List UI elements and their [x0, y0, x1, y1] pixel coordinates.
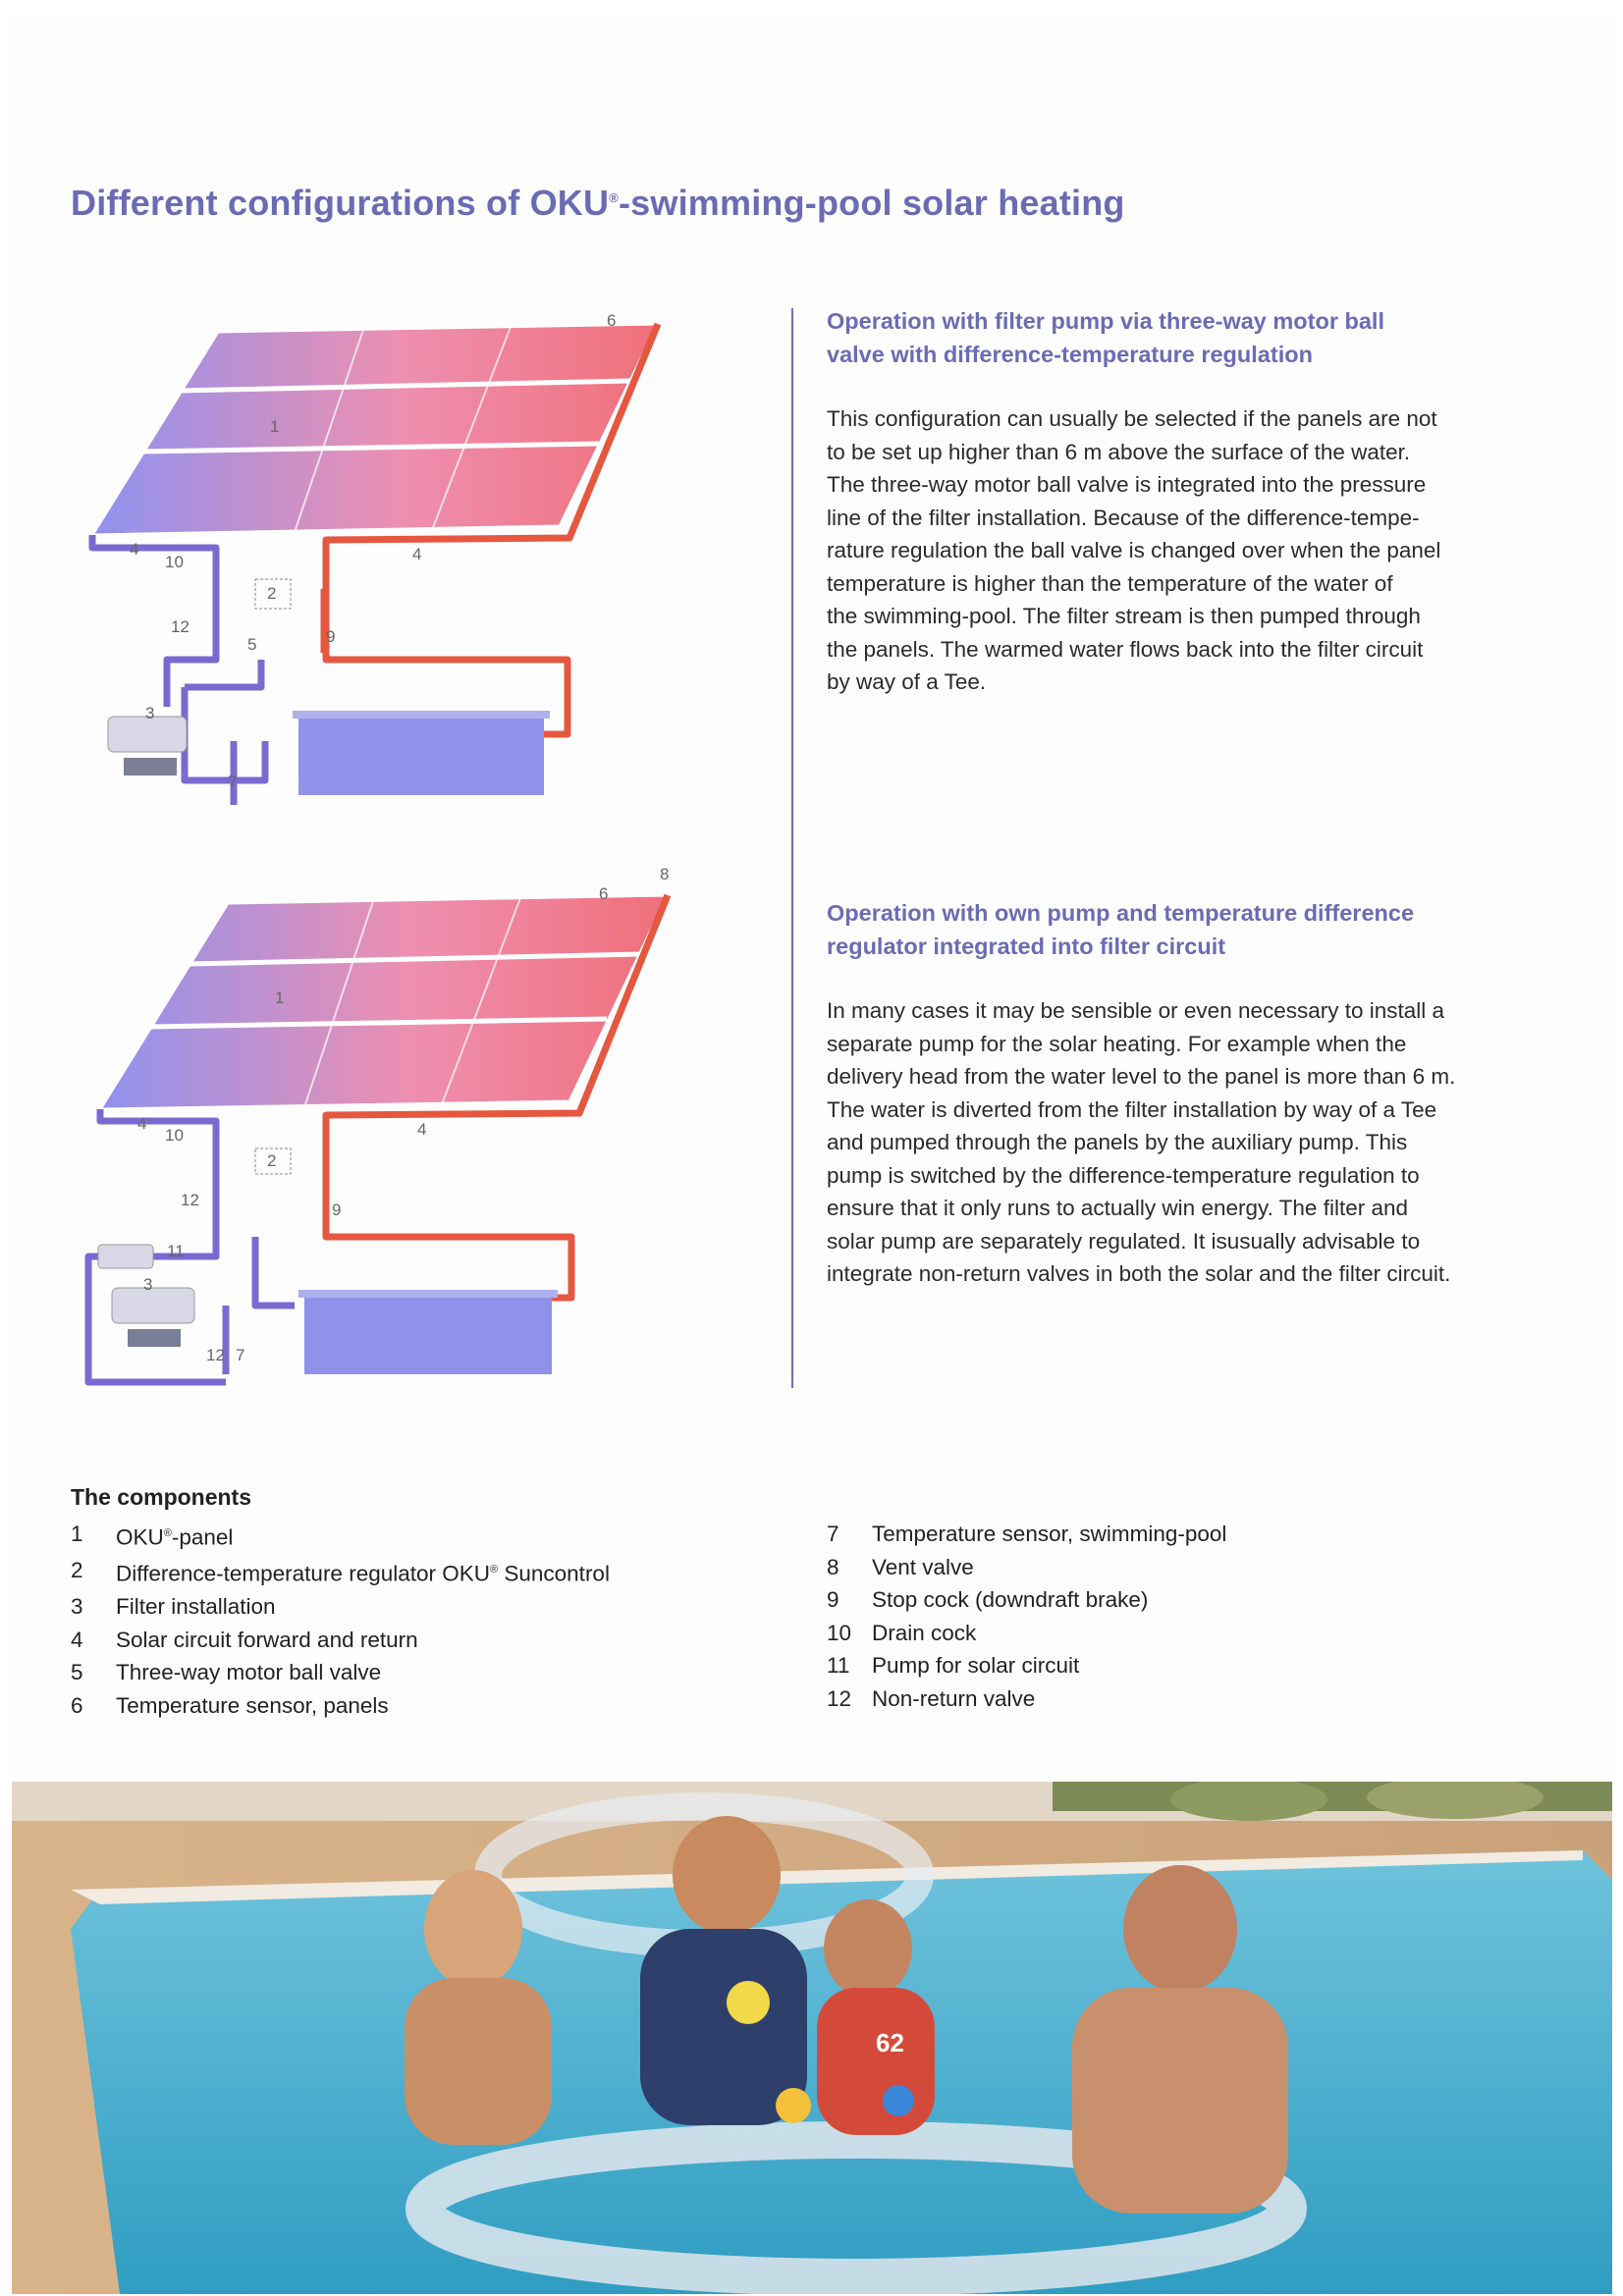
- label-7: 7: [228, 773, 238, 791]
- label-12a: 12: [181, 1191, 199, 1209]
- label-2: 2: [267, 584, 277, 603]
- solar-panel-array: [100, 895, 668, 1109]
- pool-rim: [293, 711, 550, 719]
- component-item: 10 Drain cock: [827, 1620, 977, 1645]
- pool-basin: [304, 1296, 552, 1374]
- column-divider: [791, 308, 793, 1388]
- label-10: 10: [165, 1126, 184, 1145]
- component-item: 6 Temperature sensor, panels: [71, 1692, 389, 1718]
- filter-installation: [108, 717, 187, 775]
- components-heading: The components: [71, 1484, 252, 1510]
- components-list-left: [71, 1518, 610, 1722]
- solar-panel-array: [92, 324, 658, 535]
- label-11: 11: [167, 1242, 185, 1260]
- section1-heading: Operation with filter pump via three-way motor ball valve with difference-temperature regulation: [827, 308, 1384, 367]
- cold-pipe: [92, 535, 265, 805]
- label-3: 3: [145, 704, 155, 722]
- component-item: 4 Solar circuit forward and return: [71, 1627, 418, 1652]
- component-item: 9 Stop cock (downdraft brake): [827, 1587, 1149, 1612]
- label-6: 6: [607, 311, 617, 330]
- swim-ring-text: 62: [876, 2028, 904, 2057]
- label-6: 6: [599, 884, 609, 903]
- component-item: 3 Filter installation: [71, 1594, 276, 1619]
- section1-body: This configuration can usually be selected if the panels are not to be set up higher than 6 m above the surface of the water. The three-way motor ball valve is integrated into the pressure line of the filter installation. Because of the difference-tempe- rature regulation the ball valve is changed over when the panel temperature is higher than the temperature of the water of the swimming-pool. The filter stream is then pumped through the panels. The warmed water flows back into the filter circuit by way of a Tee.: [827, 406, 1441, 694]
- label-7: 7: [236, 1346, 245, 1364]
- pool-basin: [298, 717, 544, 795]
- component-item: 12 Non-return valve: [827, 1685, 1036, 1711]
- label-12b: 12: [206, 1346, 225, 1364]
- section2-heading: Operation with own pump and temperature difference regulator integrated into filter circuit: [827, 900, 1415, 959]
- label-9: 9: [326, 627, 336, 646]
- label-1: 1: [270, 417, 280, 436]
- component-item: 5 Three-way motor ball valve: [71, 1660, 382, 1684]
- label-1: 1: [275, 988, 285, 1007]
- label-4a: 4: [137, 1114, 147, 1133]
- label-5: 5: [247, 635, 257, 654]
- component-item: 8 Vent valve: [827, 1554, 974, 1579]
- filter-installation: [112, 1288, 194, 1347]
- components-list-right: [827, 1518, 1226, 1715]
- solar-pump: [98, 1245, 153, 1268]
- component-item: 2 Difference-temperature regulator OKU® Suncontrol: [71, 1558, 610, 1586]
- label-10: 10: [165, 553, 184, 571]
- label-4a: 4: [130, 540, 139, 559]
- section2-body: In many cases it may be sensible or even necessary to install a separate pump for the solar heating. For example when the delivery head from the water level to the panel is more than 6 m. The water is diverted from the filter installation by way of a Tee and pumped through the panels by the auxiliary pump. This pump is switched by the difference-temperature regulation to ensure that it only runs to actually win energy. The filter and solar pump are separately regulated. It isusually advisable to integrate non-return valves in both the solar and the filter circuit.: [827, 998, 1456, 1286]
- label-8: 8: [660, 865, 670, 883]
- label-12: 12: [171, 617, 189, 636]
- label-2: 2: [267, 1151, 277, 1170]
- label-3: 3: [143, 1275, 153, 1294]
- label-4b: 4: [412, 545, 422, 563]
- component-item: 11 Pump for solar circuit: [827, 1653, 1080, 1678]
- family-pool-photo: [12, 1782, 1612, 2294]
- diagram-filter-pump-config: [69, 294, 697, 805]
- label-4b: 4: [417, 1120, 427, 1139]
- component-item: 7 Temperature sensor, swimming-pool: [827, 1522, 1227, 1546]
- component-item: 1 OKU®-panel: [71, 1522, 234, 1550]
- page-title: Different configurations of OKU®-swimming-pool solar heating: [71, 183, 1125, 223]
- diagram-own-pump-config: [69, 844, 697, 1394]
- label-9: 9: [332, 1201, 342, 1219]
- pool-rim: [298, 1290, 558, 1298]
